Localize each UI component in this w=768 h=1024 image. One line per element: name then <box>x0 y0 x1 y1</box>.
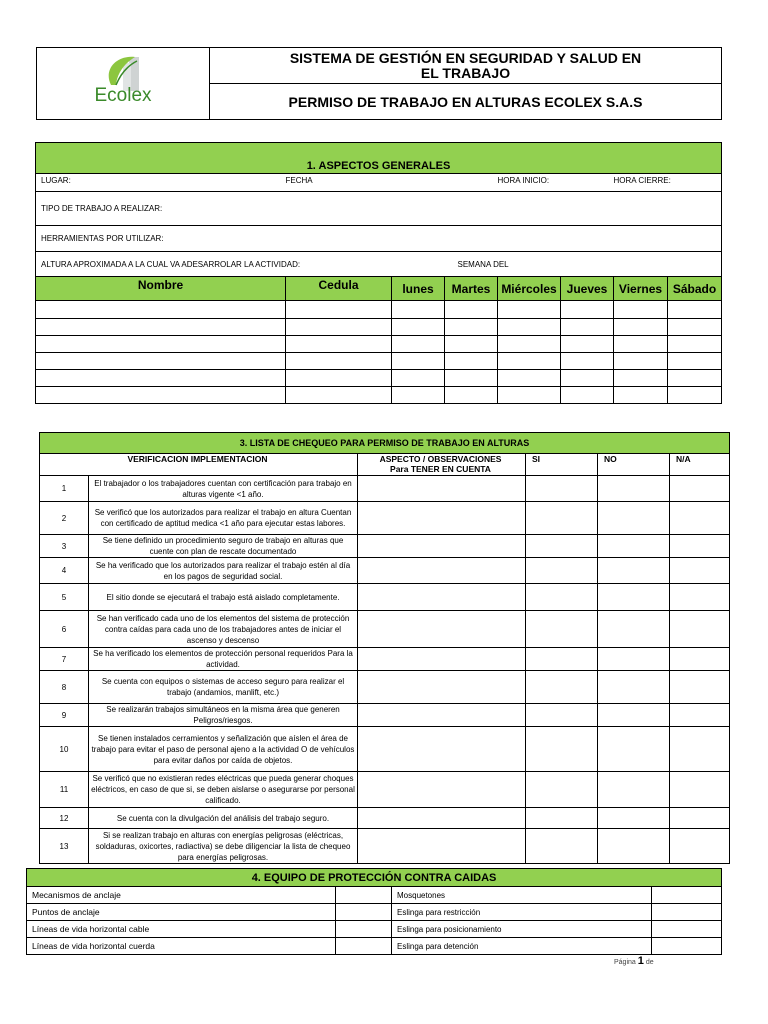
system-title-line1: SISTEMA DE GESTIÓN EN SEGURIDAD Y SALUD EN <box>289 49 642 66</box>
col-si: SI <box>526 454 598 476</box>
checklist-na-cell[interactable] <box>670 584 730 611</box>
checklist-item-number: 13 <box>40 829 89 864</box>
col-aspecto-line1: ASPECTO / OBSERVACIONES <box>379 454 502 464</box>
checklist-na-cell[interactable] <box>670 829 730 864</box>
workers-header-row <box>36 277 722 301</box>
equipment-left-check[interactable] <box>336 938 392 955</box>
equipment-left-label: Puntos de anclaje <box>27 904 336 921</box>
checklist-observation-cell[interactable] <box>358 727 526 772</box>
worker-row[interactable] <box>36 353 722 370</box>
checklist-no-cell[interactable] <box>598 476 670 502</box>
col-lunes: lunes <box>392 277 445 301</box>
checklist-no-cell[interactable] <box>598 558 670 584</box>
checklist-row <box>40 704 730 727</box>
checklist-item-number: 1 <box>40 476 89 502</box>
checklist-observation-cell[interactable] <box>358 808 526 829</box>
checklist-observation-cell[interactable] <box>358 502 526 535</box>
checklist-body <box>40 476 730 864</box>
checklist-row <box>40 476 730 502</box>
checklist-row <box>40 772 730 808</box>
col-verificacion: VERIFICACION IMPLEMENTACION <box>40 454 358 476</box>
checklist-item-text: Se verificó que no existieran redes eléctricas que pueda generar choques eléctricos, en caso de que si, se deben aislarse o asegurarse por personal calificado. <box>89 772 358 808</box>
worker-row[interactable] <box>36 370 722 387</box>
checklist-row <box>40 648 730 671</box>
checklist-item-number: 12 <box>40 808 89 829</box>
equipment-right-check[interactable] <box>652 938 722 955</box>
equipment-right-label: Eslinga para detención <box>392 938 652 955</box>
herramientas-field[interactable]: HERRAMIENTAS POR UTILIZAR: <box>36 226 722 252</box>
checklist-no-cell[interactable] <box>598 808 670 829</box>
worker-row[interactable] <box>36 336 722 353</box>
checklist-si-cell[interactable] <box>526 772 598 808</box>
equipment-left-check[interactable] <box>336 904 392 921</box>
checklist-observation-cell[interactable] <box>358 704 526 727</box>
altura-field[interactable]: ALTURA APROXIMADA A LA CUAL VA ADESARROLAR LA ACTIVIDAD: <box>36 252 445 277</box>
equipment-left-label: Líneas de vida horizontal cuerda <box>27 938 336 955</box>
tipo-trabajo-field[interactable]: TIPO DE TRABAJO A REALIZAR: <box>36 192 722 226</box>
col-nombre: Nombre <box>36 277 286 301</box>
checklist-item-text: Se han verificado cada uno de los elementos del sistema de protección contra caídas para cada uno de los trabajadores antes de iniciar el ascenso y descenso <box>89 611 358 648</box>
equipment-right-label: Eslinga para posicionamiento <box>392 921 652 938</box>
checklist-item-text: Se cuenta con la divulgación del análisis del trabajo seguro. <box>89 808 358 829</box>
col-sabado: Sábado <box>668 277 722 301</box>
checklist-row <box>40 611 730 648</box>
checklist-no-cell[interactable] <box>598 727 670 772</box>
checklist-row <box>40 502 730 535</box>
col-na: N/A <box>670 454 730 476</box>
checklist-observation-cell[interactable] <box>358 558 526 584</box>
checklist-si-cell[interactable] <box>526 808 598 829</box>
col-no: NO <box>598 454 670 476</box>
checklist-observation-cell[interactable] <box>358 476 526 502</box>
checklist-observation-cell[interactable] <box>358 829 526 864</box>
checklist-no-cell[interactable] <box>598 704 670 727</box>
checklist-na-cell[interactable] <box>670 558 730 584</box>
document-header <box>36 47 722 120</box>
checklist-no-cell[interactable] <box>598 648 670 671</box>
checklist-observation-cell[interactable] <box>358 611 526 648</box>
logo-text: Ecolex <box>94 85 152 106</box>
checklist-si-cell[interactable] <box>526 671 598 704</box>
checklist-na-cell[interactable] <box>670 648 730 671</box>
equipment-row <box>27 921 722 938</box>
checklist-si-cell[interactable] <box>526 476 598 502</box>
fall-protection-table <box>26 868 722 955</box>
checklist-row <box>40 727 730 772</box>
checklist-observation-cell[interactable] <box>358 772 526 808</box>
checklist-na-cell[interactable] <box>670 772 730 808</box>
checklist-item-number: 2 <box>40 502 89 535</box>
checklist-item-number: 9 <box>40 704 89 727</box>
col-aspecto-line2: Para TENER EN CUENTA <box>390 464 491 474</box>
checklist-no-cell[interactable] <box>598 611 670 648</box>
general-aspects-title: 1. ASPECTOS GENERALES <box>36 143 722 174</box>
col-miercoles: Miércoles <box>498 277 561 301</box>
equipment-right-label: Eslinga para restricción <box>392 904 652 921</box>
checklist-header-row <box>40 454 730 476</box>
col-cedula: Cedula <box>286 277 392 301</box>
equipment-right-check[interactable] <box>652 921 722 938</box>
checklist-table <box>39 432 730 864</box>
equipment-left-check[interactable] <box>336 921 392 938</box>
hora-cierre-field[interactable]: HORA CIERRE: <box>614 174 722 192</box>
checklist-item-text: El trabajador o los trabajadores cuentan con certificación para trabajo en alturas vigente <1 año. <box>89 476 358 502</box>
checklist-si-cell[interactable] <box>526 611 598 648</box>
worker-row[interactable] <box>36 319 722 336</box>
checklist-item-number: 6 <box>40 611 89 648</box>
checklist-item-text: Se ha verificado los elementos de protección personal requeridos Para la actividad. <box>89 648 358 671</box>
equipment-row <box>27 887 722 904</box>
checklist-no-cell[interactable] <box>598 502 670 535</box>
checklist-item-number: 4 <box>40 558 89 584</box>
checklist-na-cell[interactable] <box>670 671 730 704</box>
checklist-row <box>40 584 730 611</box>
checklist-item-text: El sitio donde se ejecutará el trabajo está aislado completamente. <box>89 584 358 611</box>
checklist-item-text: Se realizarán trabajos simultáneos en la misma área que generen Peligros/riesgos. <box>89 704 358 727</box>
lugar-field[interactable]: LUGAR: <box>36 174 286 192</box>
system-title-line2: EL TRABAJO <box>420 64 511 81</box>
permit-title: PERMISO DE TRABAJO EN ALTURAS ECOLEX S.A.S <box>210 84 722 120</box>
col-aspecto <box>358 454 526 476</box>
general-aspects-table <box>35 142 722 404</box>
equipment-right-check[interactable] <box>652 904 722 921</box>
checklist-si-cell[interactable] <box>526 502 598 535</box>
checklist-si-cell[interactable] <box>526 648 598 671</box>
checklist-item-text: Se tiene definido un procedimiento seguro de trabajo en alturas que cuente con plan de rescate documentado <box>89 535 358 558</box>
page-number: 1 <box>637 955 644 967</box>
equipment-left-label: Líneas de vida horizontal cable <box>27 921 336 938</box>
checklist-na-cell[interactable] <box>670 502 730 535</box>
checklist-item-number: 10 <box>40 727 89 772</box>
checklist-si-cell[interactable] <box>526 829 598 864</box>
checklist-item-number: 5 <box>40 584 89 611</box>
fall-protection-body <box>27 887 722 955</box>
checklist-item-text: Se ha verificado que los autorizados para realizar el trabajo estén al día en los pagos de seguridad social. <box>89 558 358 584</box>
checklist-no-cell[interactable] <box>598 535 670 558</box>
checklist-item-number: 8 <box>40 671 89 704</box>
checklist-observation-cell[interactable] <box>358 535 526 558</box>
checklist-row <box>40 671 730 704</box>
checklist-no-cell[interactable] <box>598 584 670 611</box>
equipment-left-label: Mecanismos de anclaje <box>27 887 336 904</box>
page-label: Página <box>614 959 636 966</box>
semana-field[interactable]: SEMANA DEL <box>445 252 722 277</box>
checklist-item-number: 11 <box>40 772 89 808</box>
checklist-observation-cell[interactable] <box>358 671 526 704</box>
checklist-item-text: Se tienen instalados cerramientos y señalización que aíslen el área de trabajo para evitar el paso de personal ajeno a la actividad O de vehículos para evitar daños por caída de objetos. <box>89 727 358 772</box>
checklist-item-text: Se cuenta con equipos o sistemas de acceso seguro para realizar el trabajo (andamios, manlift, etc.) <box>89 671 358 704</box>
checklist-item-number: 3 <box>40 535 89 558</box>
checklist-item-text: Si se realizan trabajo en alturas con energías peligrosas (eléctricas, soldaduras, oxicortes, radiactiva) se debe diligenciar la lista de chequeo para energías peligrosas. <box>89 829 358 864</box>
checklist-si-cell[interactable] <box>526 704 598 727</box>
checklist-no-cell[interactable] <box>598 829 670 864</box>
checklist-si-cell[interactable] <box>526 584 598 611</box>
equipment-left-check[interactable] <box>336 887 392 904</box>
worker-row[interactable] <box>36 301 722 319</box>
ecolex-logo-icon <box>83 51 163 111</box>
checklist-row <box>40 829 730 864</box>
checklist-row <box>40 535 730 558</box>
checklist-row <box>40 558 730 584</box>
checklist-si-cell[interactable] <box>526 558 598 584</box>
logo-cell <box>37 48 210 120</box>
page-footer <box>614 955 654 967</box>
checklist-na-cell[interactable] <box>670 808 730 829</box>
checklist-na-cell[interactable] <box>670 704 730 727</box>
system-title <box>210 48 722 84</box>
checklist-no-cell[interactable] <box>598 772 670 808</box>
equipment-right-check[interactable] <box>652 887 722 904</box>
checklist-si-cell[interactable] <box>526 727 598 772</box>
col-jueves: Jueves <box>561 277 614 301</box>
equipment-right-label: Mosquetones <box>392 887 652 904</box>
checklist-na-cell[interactable] <box>670 611 730 648</box>
col-viernes: Viernes <box>614 277 668 301</box>
checklist-na-cell[interactable] <box>670 476 730 502</box>
hora-inicio-field[interactable]: HORA INICIO: <box>498 174 614 192</box>
equipment-row <box>27 904 722 921</box>
checklist-na-cell[interactable] <box>670 727 730 772</box>
checklist-title: 3. LISTA DE CHEQUEO PARA PERMISO DE TRABAJO EN ALTURAS <box>40 433 730 454</box>
checklist-row <box>40 808 730 829</box>
checklist-observation-cell[interactable] <box>358 584 526 611</box>
checklist-na-cell[interactable] <box>670 535 730 558</box>
checklist-item-number: 7 <box>40 648 89 671</box>
fecha-field[interactable]: FECHA <box>286 174 498 192</box>
checklist-observation-cell[interactable] <box>358 648 526 671</box>
fall-protection-title: 4. EQUIPO DE PROTECCIÓN CONTRA CAIDAS <box>27 869 722 887</box>
checklist-no-cell[interactable] <box>598 671 670 704</box>
checklist-item-text: Se verificó que los autorizados para realizar el trabajo en altura Cuentan con certificado de aptitud medica <1 año para ejecutar estas labores. <box>89 502 358 535</box>
checklist-si-cell[interactable] <box>526 535 598 558</box>
col-martes: Martes <box>445 277 498 301</box>
worker-row[interactable] <box>36 387 722 404</box>
equipment-row <box>27 938 722 955</box>
of-label: de <box>645 959 654 966</box>
